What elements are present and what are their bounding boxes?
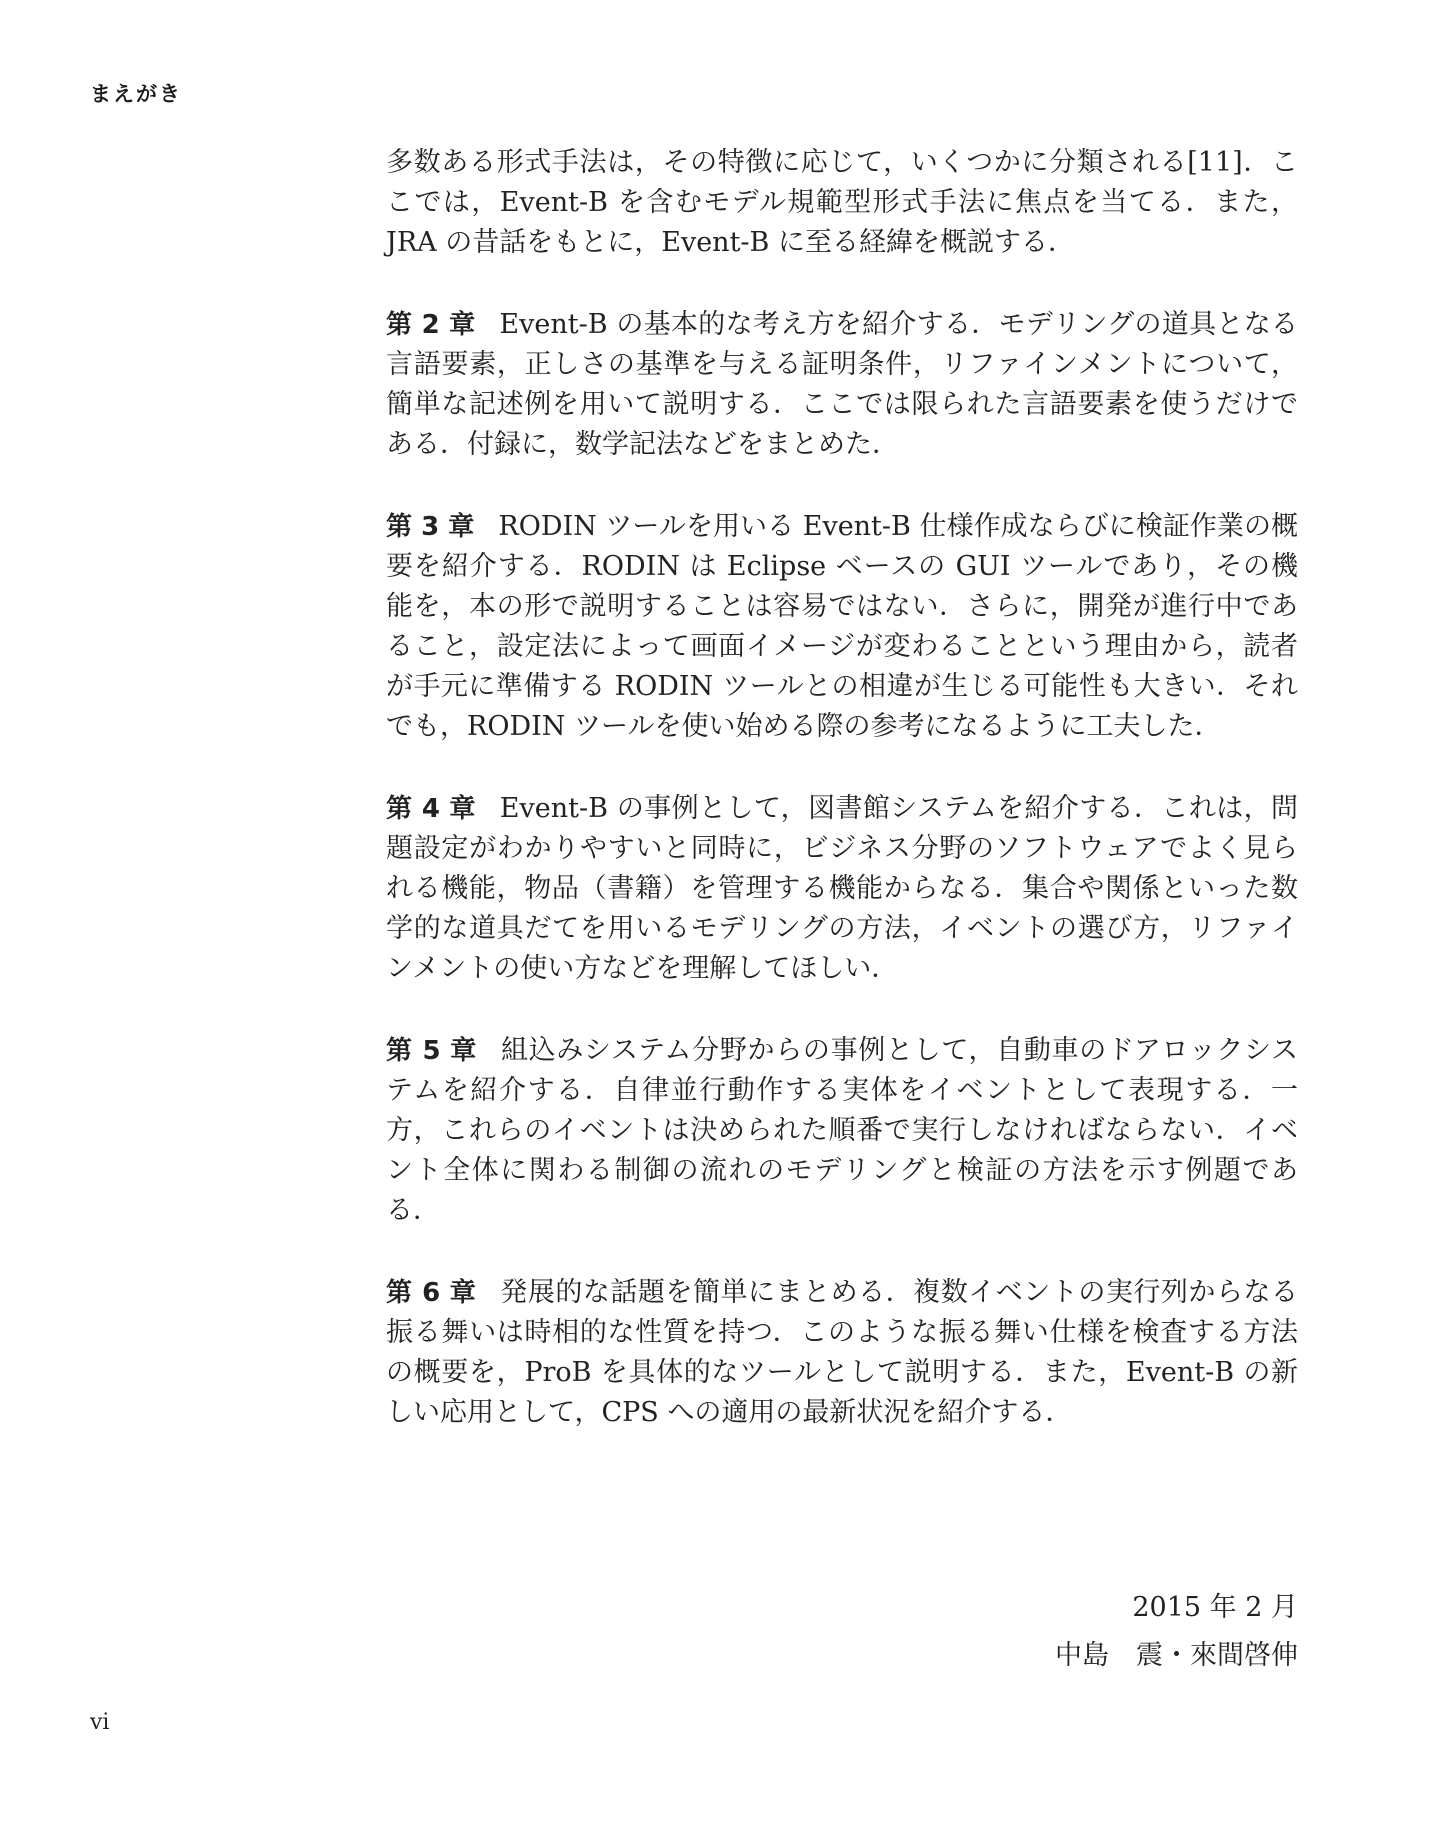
page-number: vi — [90, 1710, 110, 1735]
chapter-3-text: RODIN ツールを用いる Event-B 仕様作成ならびに検証作業の概要を紹介する．RODIN は Eclipse ベースの GUI ツールであり，その機能を，本の形で説明することは容易ではない．さらに，開発が進行中であること，設定法によって画面イメージが変わることという理由から，読者が手元に準備する RODIN ツールとの相違が生じる可能性も大きい．それでも，RODIN ツールを使い始める際の参考になるように工夫した． — [386, 511, 1298, 742]
chapter-2-text: Event-B の基本的な考え方を紹介する．モデリングの道具となる言語要素，正しさの基準を与える証明条件，リファインメントについて，簡単な記述例を用いて説明する．ここでは限られた言語要素を使うだけである．付録に，数学記法などをまとめた． — [386, 309, 1298, 460]
chapter-5-paragraph — [386, 1031, 1298, 1231]
chapter-3-paragraph — [386, 507, 1298, 747]
signature-block — [1055, 1584, 1298, 1680]
intro-paragraph: 多数ある形式手法は，その特徴に応じて，いくつかに分類される[11]．ここでは，Event-B を含むモデル規範型形式手法に焦点を当てる．また，JRA の昔話をもとに，Event-B に至る経緯を概説する． — [386, 147, 1298, 258]
chapter-4-label: 第 4 章 — [386, 794, 476, 824]
chapter-3-label: 第 3 章 — [386, 512, 475, 542]
chapter-2-paragraph — [386, 305, 1298, 465]
chapter-4-paragraph — [386, 789, 1298, 989]
running-head: まえがき — [90, 82, 182, 106]
chapter-6-text: 発展的な話題を簡単にまとめる．複数イベントの実行列からなる振る舞いは時相的な性質を持つ．このような振る舞い仕様を検査する方法の概要を，ProB を具体的なツールとして説明する．また，Event-B の新しい応用として，CPS への適用の最新状況を紹介する． — [386, 1277, 1298, 1428]
preface-body — [386, 143, 1298, 1475]
chapter-6-paragraph — [386, 1273, 1298, 1433]
signature-authors: 中島 震・來間啓伸 — [1055, 1640, 1298, 1671]
chapter-4-text: Event-B の事例として，図書館システムを紹介する．これは，問題設定がわかりやすいと同時に，ビジネス分野のソフトウェアでよく見られる機能，物品（書籍）を管理する機能からなる．集合や関係といった数学的な道具だてを用いるモデリングの方法，イベントの選び方，リファインメントの使い方などを理解してほしい． — [386, 793, 1298, 984]
chapter-6-label: 第 6 章 — [386, 1278, 477, 1308]
chapter-2-label: 第 2 章 — [386, 310, 476, 340]
chapter-5-text: 組込みシステム分野からの事例として，自動車のドアロックシステムを紹介する．自律並行動作する実体をイベントとして表現する．一方，これらのイベントは決められた順番で実行しなければならない．イベント全体に関わる制御の流れのモデリングと検証の方法を示す例題である． — [386, 1035, 1298, 1226]
signature-date: 2015 年 2 月 — [1132, 1592, 1298, 1623]
chapter-5-label: 第 5 章 — [386, 1036, 477, 1066]
